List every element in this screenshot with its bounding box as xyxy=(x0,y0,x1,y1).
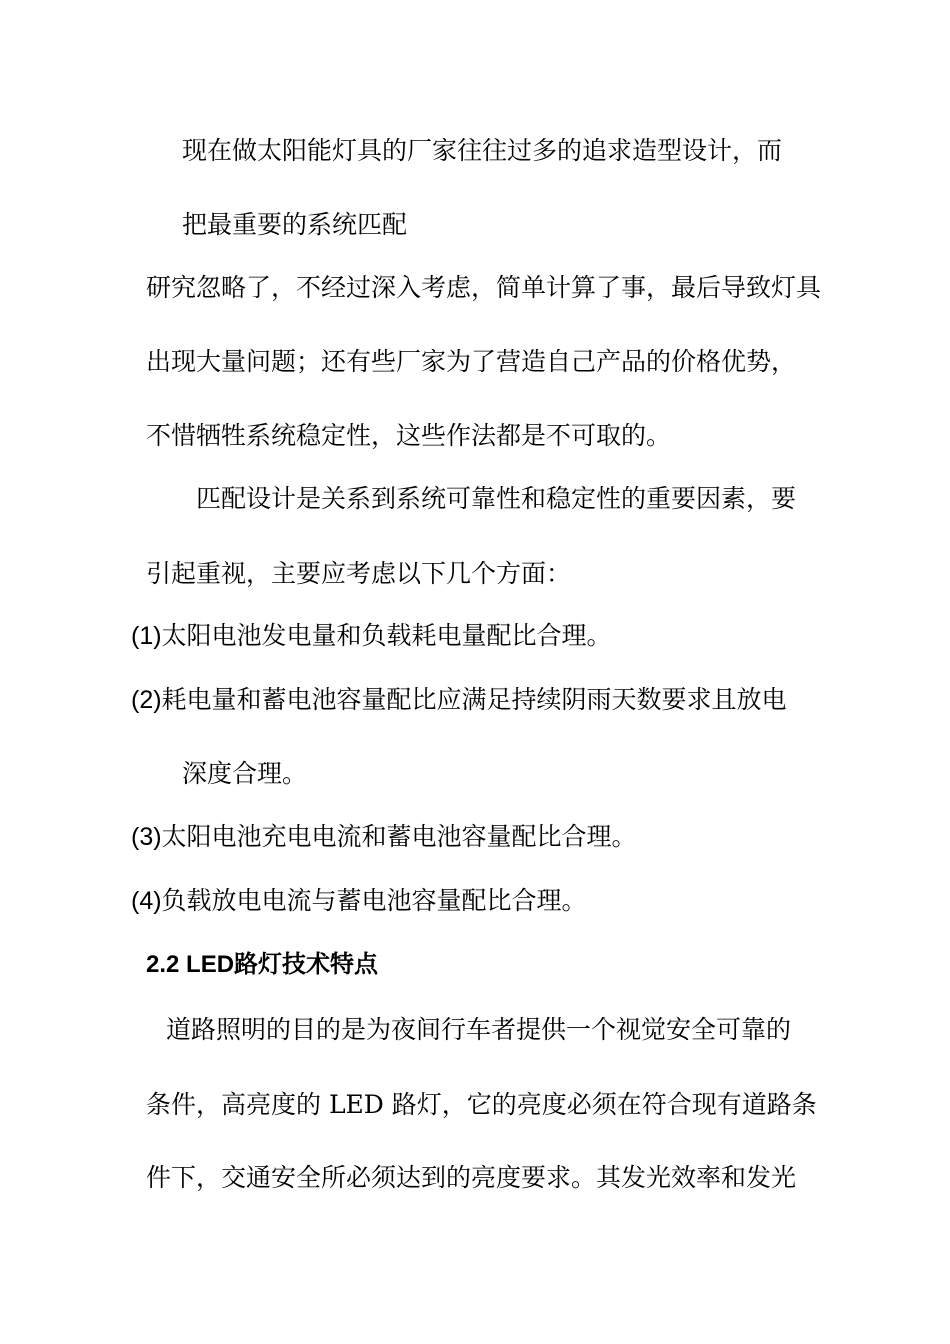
list-item-2-line-2: 深度合理。 xyxy=(182,760,308,788)
paragraph-3-line-1: 道路照明的目的是为夜间行车者提供一个视觉安全可靠的 xyxy=(166,1015,792,1044)
paragraph-1-line-1: 现在做太阳能灯具的厂家往往过多的追求造型设计，而 xyxy=(182,136,783,165)
paragraph-1-line-2: 把最重要的系统匹配 xyxy=(182,210,408,239)
paragraph-3-line-3: 件下，交通安全所必须达到的亮度要求。其发光效率和发光 xyxy=(146,1163,797,1192)
paragraph-1-line-4: 出现大量问题；还有些厂家为了营造自己产品的价格优势， xyxy=(146,347,797,376)
paragraph-1-line-3: 研究忽略了，不经过深入考虑，简单计算了事，最后导致灯具 xyxy=(146,273,822,302)
paragraph-2-line-1: 匹配设计是关系到系统可靠性和稳定性的重要因素，要 xyxy=(196,484,797,513)
list-item-1: (1)太阳电池发电量和负载耗电量配比合理。 xyxy=(131,622,612,650)
list-item-2-line-1: (2)耗电量和蓄电池容量配比应满足持续阴雨天数要求且放电 xyxy=(131,686,787,714)
paragraph-3-line-2: 条件，高亮度的 LED 路灯，它的亮度必须在符合现有道路条 xyxy=(146,1090,817,1119)
paragraph-1-line-5: 不惜牺牲系统稳定性，这些作法都是不可取的。 xyxy=(146,421,672,450)
list-item-3: (3)太阳电池充电电流和蓄电池容量配比合理。 xyxy=(131,823,637,851)
paragraph-2-line-2: 引起重视，主要应考虑以下几个方面： xyxy=(146,559,572,588)
section-heading: 2.2 LED路灯技术特点 xyxy=(146,951,379,978)
list-item-4: (4)负载放电电流与蓄电池容量配比合理。 xyxy=(131,887,587,915)
